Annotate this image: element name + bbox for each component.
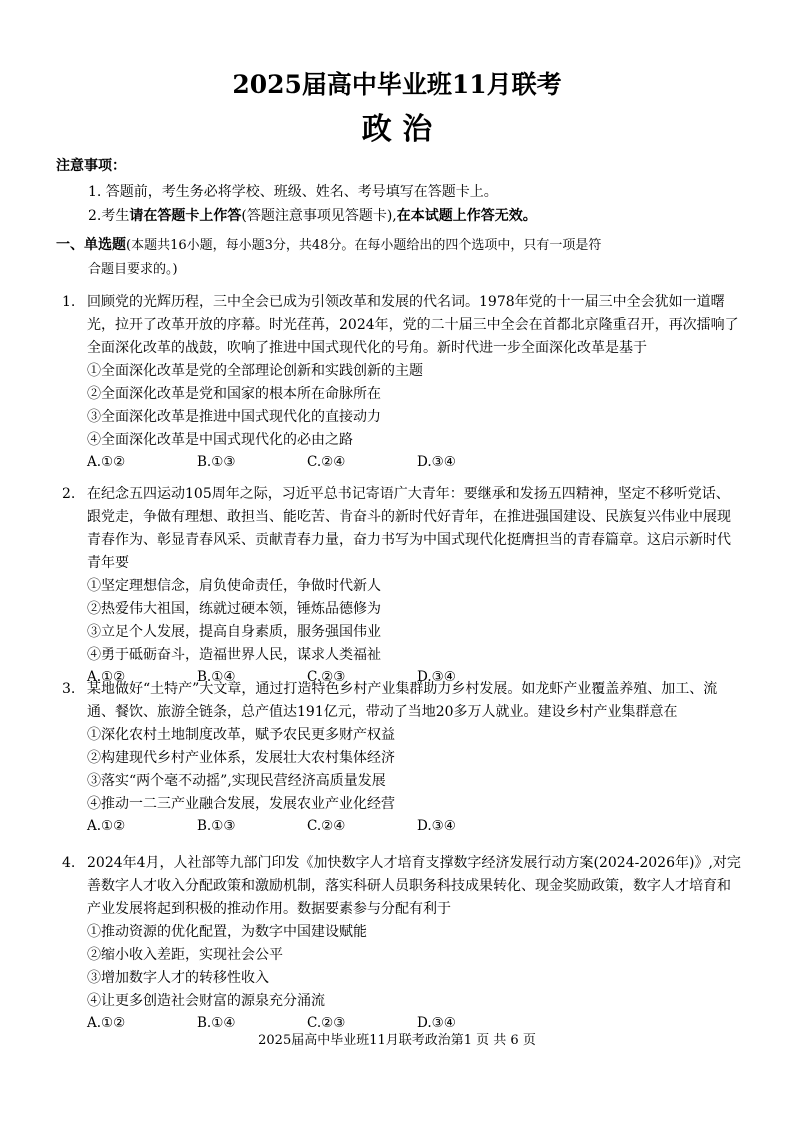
notice-item-2-middle: (答题注意事项见答题卡),	[241, 208, 397, 224]
question-4-option-2: ②缩小收入差距，实现社会公平	[87, 947, 283, 963]
question-2-number: 2.	[62, 486, 76, 502]
question-1-choices	[62, 452, 742, 472]
page-footer: 2025届高中毕业班11月联考政治第1 页 共 6 页	[258, 1033, 536, 1048]
question-4-choice-c: C.②③	[307, 1015, 346, 1031]
question-2-option-1: ①坚定理想信念，肩负使命责任，争做时代新人	[87, 578, 381, 594]
question-3-choice-b: B.①③	[197, 818, 236, 834]
question-3-choice-a: A.①②	[87, 818, 126, 834]
question-1-number: 1.	[62, 294, 76, 310]
notice-item-1: 1. 答题前，考生务必将学校、班级、姓名、考号填写在答题卡上。	[88, 184, 498, 200]
question-2-choice-b: B.①④	[197, 669, 236, 685]
question-4-stem	[62, 852, 742, 921]
question-2-choice-d: D.③④	[417, 669, 456, 685]
notice-item-2-bold1: 请在答题卡上作答	[129, 208, 242, 224]
question-1-option-4: ④全面深化改革是中国式现代化的必由之路	[87, 432, 353, 448]
question-4-option-1: ①推动资源的优化配置，为数字中国建设赋能	[87, 924, 367, 940]
question-4-text: 2024年4月，人社部等九部门印发《加快数字人才培育支撑数字经济发展行动方案(2024-2026年)》,对完善数字人才收入分配政策和激励机制，落实科研人员职务科技成果转化、现金奖励政策，数字人才培育和产业发展将起到积极的推动作用。数据要素参与分配有利于	[87, 855, 741, 917]
question-2-text: 在纪念五四运动105周年之际，习近平总书记寄语广大青年：要继承和发扬五四精神，坚定不移听党话、跟党走，争做有理想、敢担当、能吃苦、肯奋斗的新时代好青年，在推进强国建设、民族复兴伟业中展现青春作为、彰显青春风采、贡献青春力量，奋力书写为中国式现代化挺膺担当的青春篇章。这启示新时代青年要	[87, 486, 731, 571]
question-1-option-1: ①全面深化改革是党的全部理论创新和实践创新的主题	[87, 363, 423, 379]
question-3-choice-c: C.②④	[307, 818, 346, 834]
section-label: 一、单选题	[56, 237, 126, 253]
section-heading	[56, 233, 746, 258]
question-3-option-1: ①深化农村土地制度改革，赋予农民更多财产权益	[87, 727, 395, 743]
question-1-option-3: ③全面深化改革是推进中国式现代化的直接动力	[87, 409, 381, 425]
subject-title: 政 治	[361, 112, 433, 147]
question-1-text: 回顾党的光辉历程，三中全会已成为引领改革和发展的代名词。1978年党的十一届三中全会犹如一道曙光，拉开了改革开放的序幕。时光荏苒，2024年，党的二十届三中全会在首都北京隆重召开，再次擂响了全面深化改革的战鼓，吹响了推进中国式现代化的号角。新时代进一步全面深化改革是基于	[87, 294, 739, 356]
question-1-stem	[62, 291, 742, 360]
question-4-option-4: ④让更多创造社会财富的源泉充分涌流	[87, 993, 325, 1009]
notice-item-2-prefix: 2.考生	[88, 208, 130, 224]
question-3-text: 某地做好“土特产”大文章，通过打造特色乡村产业集群助力乡村发展。如龙虾产业覆盖养殖、加工、流通、餐饮、旅游全链条，总产值达191亿元，带动了当地20多万人就业。建设乡村产业集群意在	[87, 681, 718, 720]
question-1	[62, 291, 742, 472]
page-title: 2025届高中毕业班11月联考	[232, 70, 562, 99]
question-2-choice-a: A.①②	[87, 669, 126, 685]
question-3-stem	[62, 678, 742, 724]
question-4-number: 4.	[62, 855, 76, 871]
question-2-option-2: ②热爱伟大祖国，练就过硬本领，锤炼品德修为	[87, 601, 381, 617]
question-2-stem	[62, 483, 742, 575]
question-1-choice-b: B.①③	[197, 454, 236, 470]
notice-title: 注意事项：	[56, 158, 126, 174]
section-description-continued: 合题目要求的。)	[88, 262, 178, 277]
question-2	[62, 483, 742, 687]
question-4	[62, 852, 742, 1033]
question-1-choice-a: A.①②	[87, 454, 126, 470]
question-1-option-2: ②全面深化改革是党和国家的根本所在命脉所在	[87, 386, 381, 402]
question-3-option-3: ③落实“两个毫不动摇”,实现民营经济高质量发展	[87, 773, 386, 789]
question-3-option-2: ②构建现代乡村产业体系，发展壮大农村集体经济	[87, 750, 395, 766]
question-1-choice-c: C.②④	[307, 454, 346, 470]
question-4-choices	[62, 1013, 742, 1033]
question-1-choice-d: D.③④	[417, 454, 456, 470]
question-3	[62, 678, 742, 836]
section-description: (本题共16小题，每小题3分，共48分。在每小题给出的四个选项中，只有一项是符	[126, 238, 602, 253]
question-3-choice-d: D.③④	[417, 818, 456, 834]
question-3-choices	[62, 816, 742, 836]
question-2-option-3: ③立足个人发展，提高自身素质，服务强国伟业	[87, 624, 381, 640]
question-2-choice-c: C.②③	[307, 669, 346, 685]
question-3-number: 3.	[62, 681, 76, 697]
question-4-option-3: ③增加数字人才的转移性收入	[87, 970, 269, 986]
question-2-option-4: ④勇于砥砺奋斗，造福世界人民，谋求人类福祉	[87, 647, 381, 663]
notice-item-2-bold2: 在本试题上作答无效。	[396, 208, 537, 224]
question-3-option-4: ④推动一二三产业融合发展，发展农业产业化经营	[87, 796, 395, 812]
notice-item-2	[88, 205, 537, 227]
question-4-choice-a: A.①②	[87, 1015, 126, 1031]
question-4-choice-b: B.①④	[197, 1015, 236, 1031]
question-4-choice-d: D.③④	[417, 1015, 456, 1031]
